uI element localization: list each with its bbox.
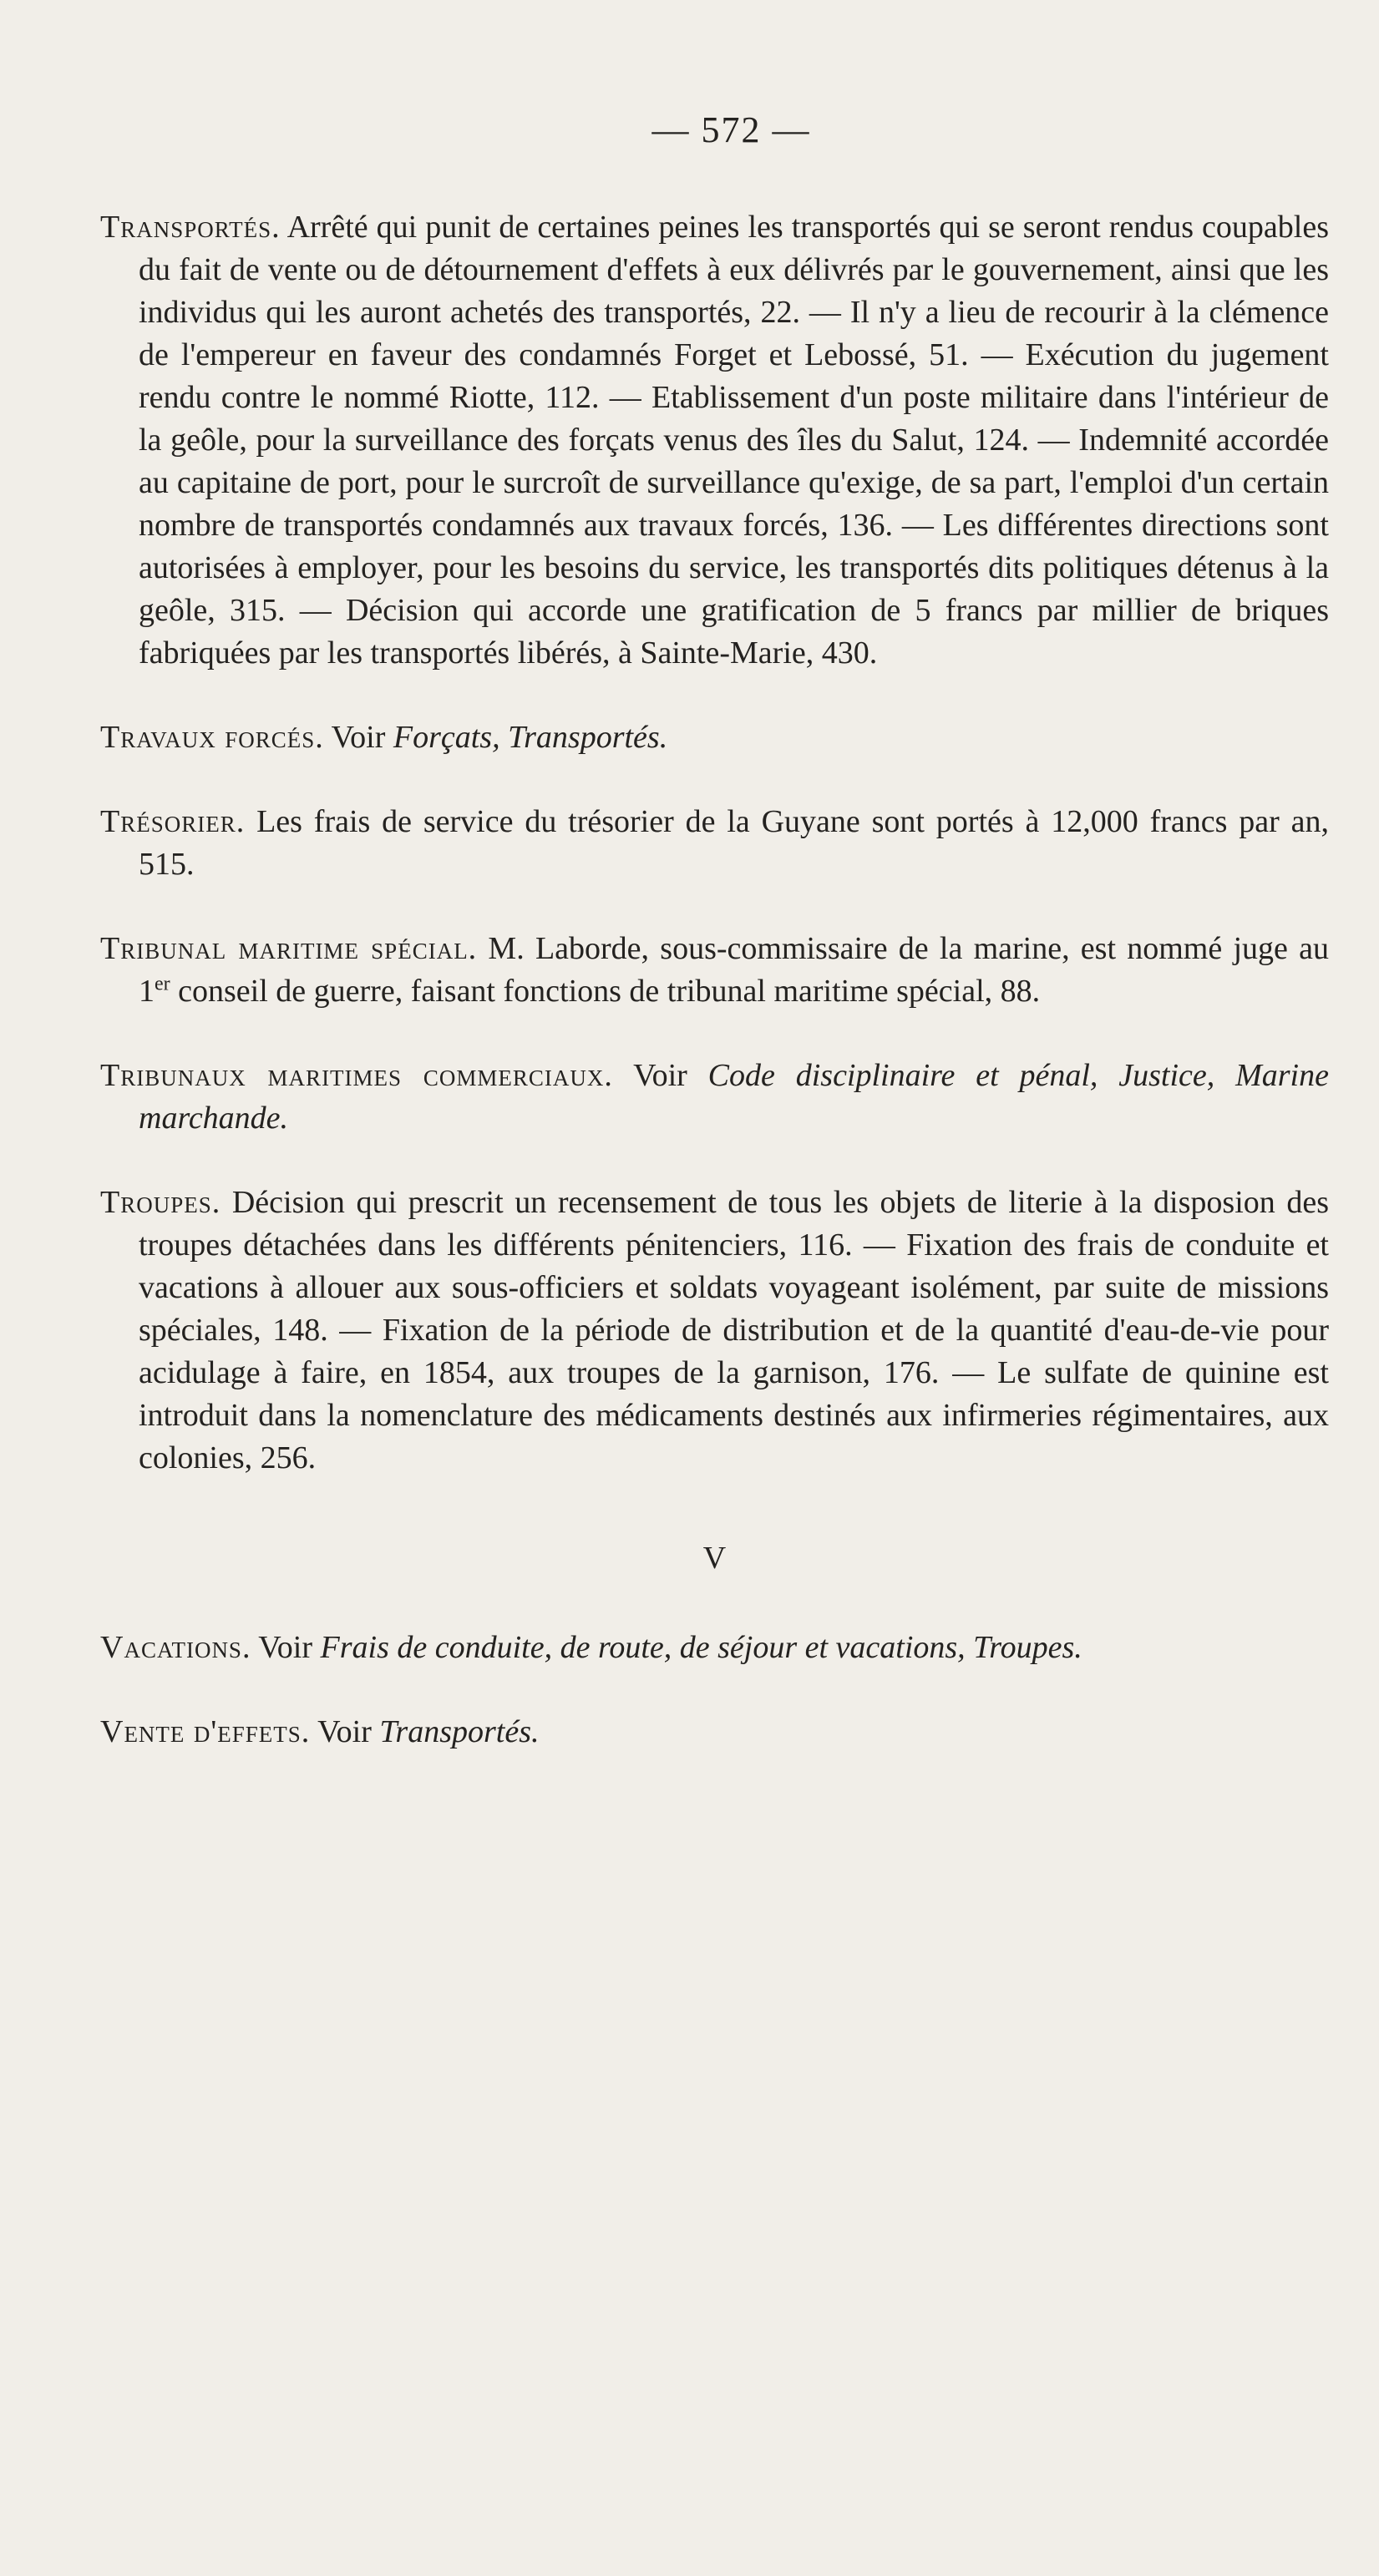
cross-reference: Frais de conduite, de route, de séjour et vacations, Troupes. bbox=[320, 1630, 1082, 1665]
index-entry bbox=[100, 1055, 1329, 1140]
entries-list-t bbox=[100, 206, 1329, 1480]
cross-reference: Forçats, Transportés. bbox=[393, 720, 668, 755]
entry-term: Tribunal maritime spécial. bbox=[100, 931, 478, 966]
entries-list-v bbox=[100, 1627, 1329, 1754]
entry-text: conseil de guerre, faisant fonctions de tribunal maritime spécial, 88. bbox=[170, 974, 1041, 1009]
entry-text: Voir bbox=[323, 720, 393, 755]
entry-text: Décision qui prescrit un recensement de tous les objets de literie à la disposion des troupes détachées dans les différents pénitenciers, 116. — Fixation des frais de conduite et vacations à allouer aux sous-officiers et soldats voyageant isolément, par suite de missions spéciales, 148. — Fixation de la période de distribution et de la quantité d'eau-de-vie pour acidulage à faire, en 1854, aux troupes de la garnison, 176. — Le sulfate de quinine est introduit dans la nomenclature des médicaments destinés aux infirmeries régimentaires, aux colonies, 256. bbox=[139, 1185, 1329, 1475]
entry-term: Vente d'effets. bbox=[100, 1714, 311, 1749]
entry-term: Troupes. bbox=[100, 1185, 221, 1220]
entry-text: Voir bbox=[251, 1630, 321, 1665]
cross-reference: Code disciplinaire et pénal, Justice, Marine marchande. bbox=[139, 1058, 1329, 1136]
entry-term: Vacations. bbox=[100, 1630, 251, 1665]
entry-text: Voir bbox=[612, 1058, 708, 1093]
entry-text: M. Laborde, sous-commissaire de la marine, est nommé juge au 1 bbox=[139, 931, 1329, 1009]
entry-text: Voir bbox=[310, 1714, 380, 1749]
entry-term: Tribunaux maritimes commerciaux. bbox=[100, 1058, 613, 1093]
index-entry bbox=[100, 928, 1329, 1013]
page-number: — 572 — bbox=[651, 109, 811, 150]
superscript: er bbox=[155, 973, 170, 995]
section-letter: V bbox=[702, 1541, 727, 1576]
index-entry bbox=[100, 1711, 1329, 1754]
index-entry bbox=[100, 716, 1329, 759]
entry-text: Arrêté qui punit de certaines peines les transportés qui se seront rendus coupables du fait de vente ou de détournement d'effets à eux délivrés par le gouvernement, ainsi que les individus qui les auront achetés des transportés, 22. — Il n'y a lieu de recourir à la clémence de l'empereur en faveur des condamnés Forget et Lebossé, 51. — Exécution du jugement rendu contre le nommé Riotte, 112. — Etablissement d'un poste militaire dans l'intérieur de la geôle, pour la surveillance des forçats venus des îles du Salut, 124. — Indemnité accordée au capitaine de port, pour le surcroît de surveillance qu'exige, de sa part, l'emploi d'un certain nombre de transportés condamnés aux travaux forcés, 136. — Les différentes directions sont autorisées à employer, pour les besoins du service, les transportés dits politiques détenus à la geôle, 315. — Décision qui accorde une gratification de 5 francs par millier de briques fabriquées par les transportés libérés, à Sainte-Marie, 430. bbox=[139, 210, 1329, 671]
entry-text: Les frais de service du trésorier de la Guyane sont portés à 12,000 francs par an, 515. bbox=[139, 804, 1329, 882]
index-entry bbox=[100, 206, 1329, 675]
entry-term: Trésorier. bbox=[100, 804, 246, 839]
index-entry bbox=[100, 1627, 1329, 1669]
entry-term: Travaux forcés. bbox=[100, 720, 324, 755]
cross-reference: Transportés. bbox=[379, 1714, 540, 1749]
index-entry bbox=[100, 1182, 1329, 1480]
index-entry bbox=[100, 801, 1329, 886]
entry-term: Transportés. bbox=[100, 210, 281, 245]
